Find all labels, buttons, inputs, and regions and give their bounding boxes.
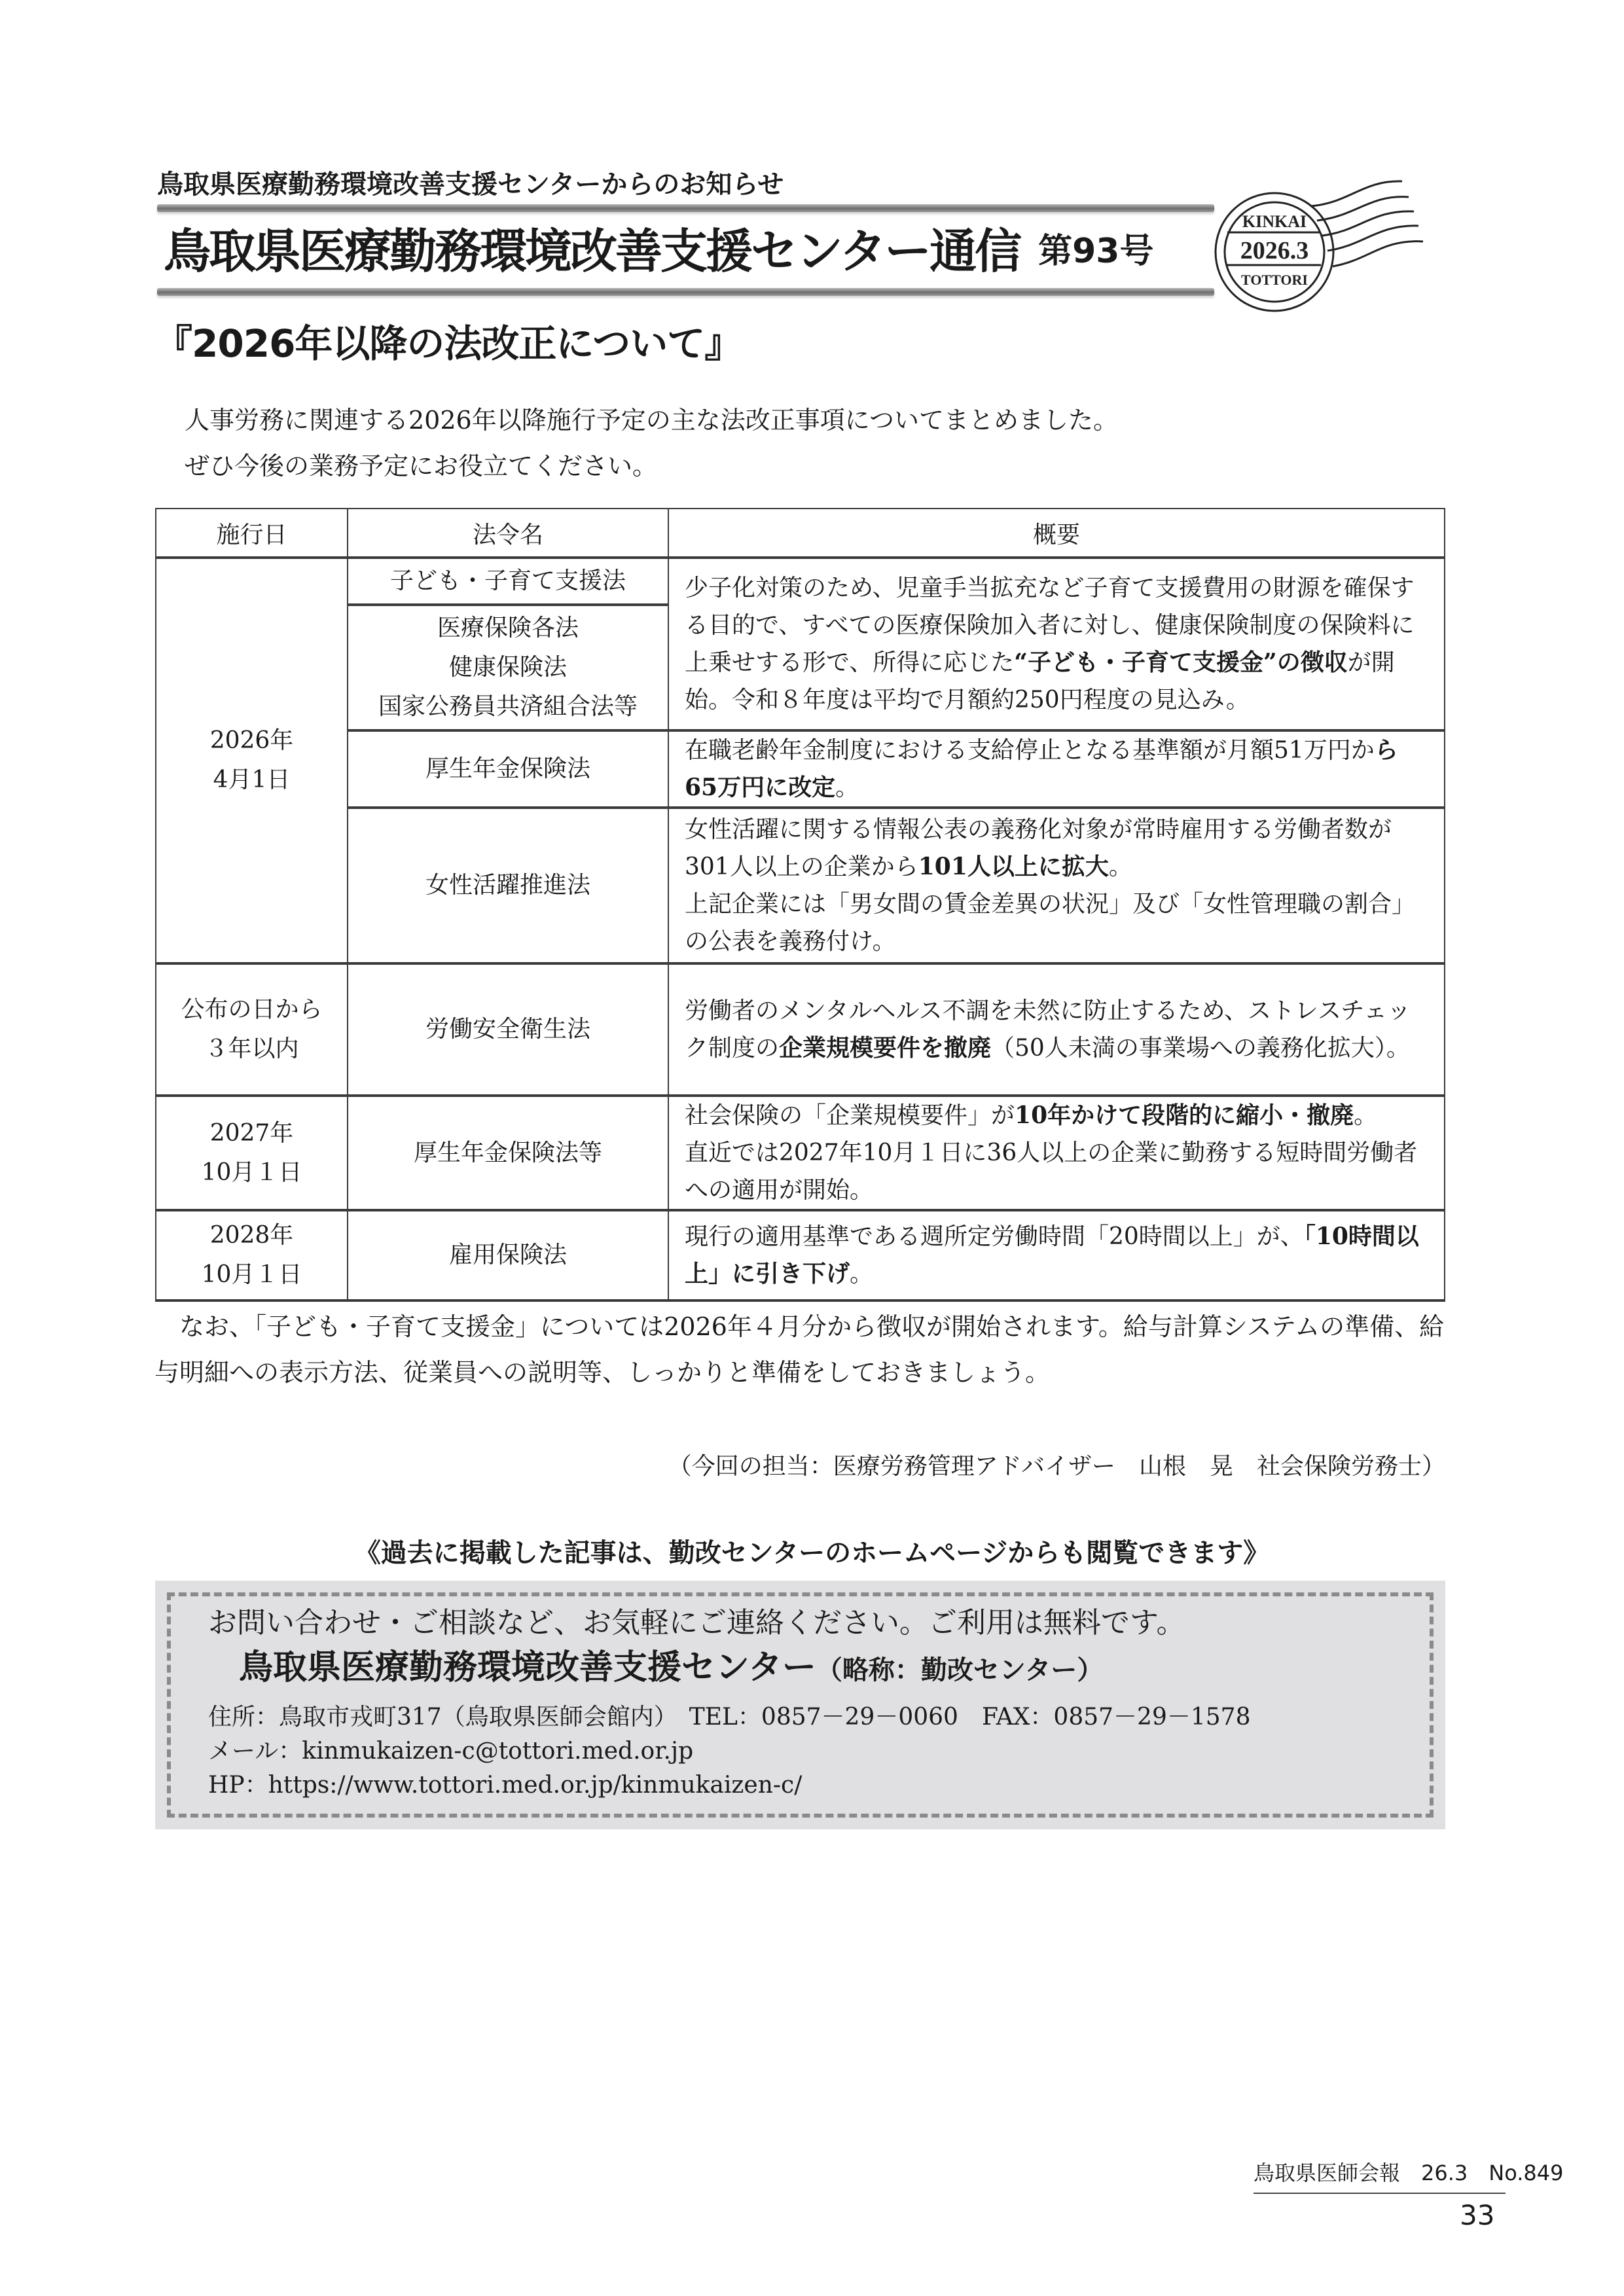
summary-text: 社会保険の「企業規模要件」が [685,1102,1015,1129]
page-number: 33 [1460,2199,1495,2231]
publication-info: 鳥取県医師会報 26.3 No.849 [1254,2161,1564,2185]
contact-org-name [239,1643,1426,1695]
section-title: 『2026年以降の法改正について』 [154,321,742,366]
summary-cell [668,808,1445,963]
closing-paragraph: なお、「子ども・子育て支援金」については2026年４月分から徴収が開始されます。給与計算システムの準備、給与明細への表示方法、従業員への説明等、しっかりと準備をしておきましょう。 [154,1312,1445,1387]
date-cell [156,1210,348,1300]
author-credit: （今回の担当：医療労務管理アドバイザー 山根 晃 社会保険労務士） [668,1453,1445,1480]
summary-text: 労働者のメンタルヘルス不調を未然に防止するため、ストレスチェック制度の [685,997,1411,1062]
law-cell [348,1096,668,1210]
org-name: 鳥取県医療勤務環境改善支援センター [239,1648,816,1687]
law-cell [348,730,668,808]
summary-text: 。 [850,1261,874,1287]
summary-cell [668,963,1445,1096]
summary-text: が開始。令和８年度は平均で月額約250円程度の見込み。 [685,649,1395,713]
contact-body [208,1604,1426,1803]
contact-spacer [208,1695,1426,1700]
law-name: 厚生年金保険法等 [413,1139,602,1166]
date-line: ３年以内 [204,1035,299,1062]
date-cell [156,963,348,1096]
date-line: 2027年 [209,1119,294,1147]
law-name: 医療保険各法 [437,615,579,641]
summary-emphasis: ら65万円に改定 [685,736,1398,801]
summary-text: 女性活躍に関する情報公表の義務化対象が常時雇用する労働者数が301人以上の企業から [685,816,1392,880]
summary-emphasis: 10年かけて段階的に縮小・撤廃 [1015,1102,1354,1129]
stamp-top-text: KINKAI [1242,212,1307,231]
law-cell [348,808,668,963]
stamp-bottom-text: TOTTORI [1241,272,1308,288]
law-name: 厚生年金保険法 [425,755,590,782]
archive-notice: 《過去に掲載した記事は、勤改センターのホームページからも閲覧できます》 [354,1538,1270,1568]
date-cell [156,1096,348,1210]
law-changes-table [155,508,1445,1302]
summary-text: 。 直近では2027年10月１日に36人以上の企業に勤務する短時間労働者への適用が開始。 [685,1102,1418,1204]
summary-text: 現行の適用基準である週所定労働時間「20時間以上」が、 [685,1223,1304,1250]
law-cell [348,963,668,1096]
newsletter-title: 鳥取県医療勤務環境改善支援センター通信 [164,224,1020,279]
table-row [156,1096,1445,1210]
header-bottom-rule [157,288,1214,296]
stamp-date-text: 2026.3 [1240,237,1309,264]
header-subtitle: 鳥取県医療勤務環境改善支援センターからのお知らせ [157,170,784,200]
header-summary: 概要 [668,509,1445,558]
date-line: 10月１日 [201,1261,302,1288]
law-cell [348,605,668,730]
date-line: 4月1日 [213,766,291,793]
summary-cell [668,558,1445,730]
summary-text: 上記企業には「男女間の賃金差異の状況」及び「女性管理職の割合」の公表を義務付け。 [685,891,1416,955]
table-row [156,558,1445,605]
law-cell [348,1210,668,1300]
intro-line-1: 人事労務に関連する2026年以降施行予定の主な法改正事項についてまとめました。 [185,406,1118,435]
contact-homepage[interactable]: HP：https://www.tottori.med.or.jp/kinmukaizen-c/ [208,1772,803,1799]
date-line: 2026年 [209,727,294,754]
intro-line-2: ぜひ今後の業務予定にお役立てください。 [185,452,658,480]
law-name: 健康保険法 [448,654,567,681]
law-name: 雇用保険法 [448,1242,567,1268]
header-law: 法令名 [348,509,668,558]
date-cell [156,558,348,963]
summary-cell [668,1096,1445,1210]
law-name: 労働安全衛生法 [425,1016,590,1043]
law-name: 女性活躍推進法 [425,872,590,899]
summary-text: 。 [835,774,859,801]
summary-text: 少子化対策のため、児童手当拡充など子育て支援費用の財源を確保する目的で、すべての医療保険加入者に対し、健康保険制度の保険料に上乗せする形で、所得に応じた [685,575,1415,676]
summary-text: 。 [1108,853,1132,880]
law-name: 子ども・子育て支援法 [389,567,626,594]
footer-rule [1254,2193,1506,2194]
date-line: 10月１日 [201,1158,302,1186]
summary-emphasis: 「10時間以上」に引き下げ [685,1223,1419,1287]
summary-text: （50人未満の事業場への義務化拡大）。 [991,1035,1410,1062]
summary-cell [668,1210,1445,1300]
header-date: 施行日 [156,509,348,558]
header-top-rule [157,204,1214,212]
table-row [156,963,1445,1096]
table-header-row [156,509,1445,558]
summary-emphasis: “子ども・子育て支援金”の徴収 [1014,649,1348,676]
summary-cell [668,730,1445,808]
table-row [156,730,1445,808]
issue-number: 第93号 [1038,232,1154,271]
law-cell [348,558,668,605]
summary-text: 在職老齢年金制度における支給停止となる基準額が月額51万円か [685,737,1375,764]
table-row [156,1210,1445,1300]
date-line: 公布の日から [181,996,323,1023]
summary-emphasis: 企業規模要件を撤廃 [779,1034,992,1062]
contact-lead: お問い合わせ・ご相談など、お気軽にご連絡ください。ご利用は無料です。 [208,1606,1185,1640]
title-row [164,221,1211,281]
postmark-stamp-icon [1212,173,1487,337]
table-row [156,808,1445,963]
contact-email[interactable]: メール：kinmukaizen-c@tottori.med.or.jp [208,1738,694,1765]
contact-address: 住所：鳥取市戎町317（鳥取県医師会館内） TEL：0857－29－0060 FAX：0857－29－1578 [208,1704,1251,1731]
summary-emphasis: 101人以上に拡大 [918,853,1109,880]
law-name: 国家公務員共済組合法等 [378,693,638,720]
org-abbr: （略称：勤改センター） [816,1655,1104,1685]
date-line: 2028年 [209,1222,294,1249]
